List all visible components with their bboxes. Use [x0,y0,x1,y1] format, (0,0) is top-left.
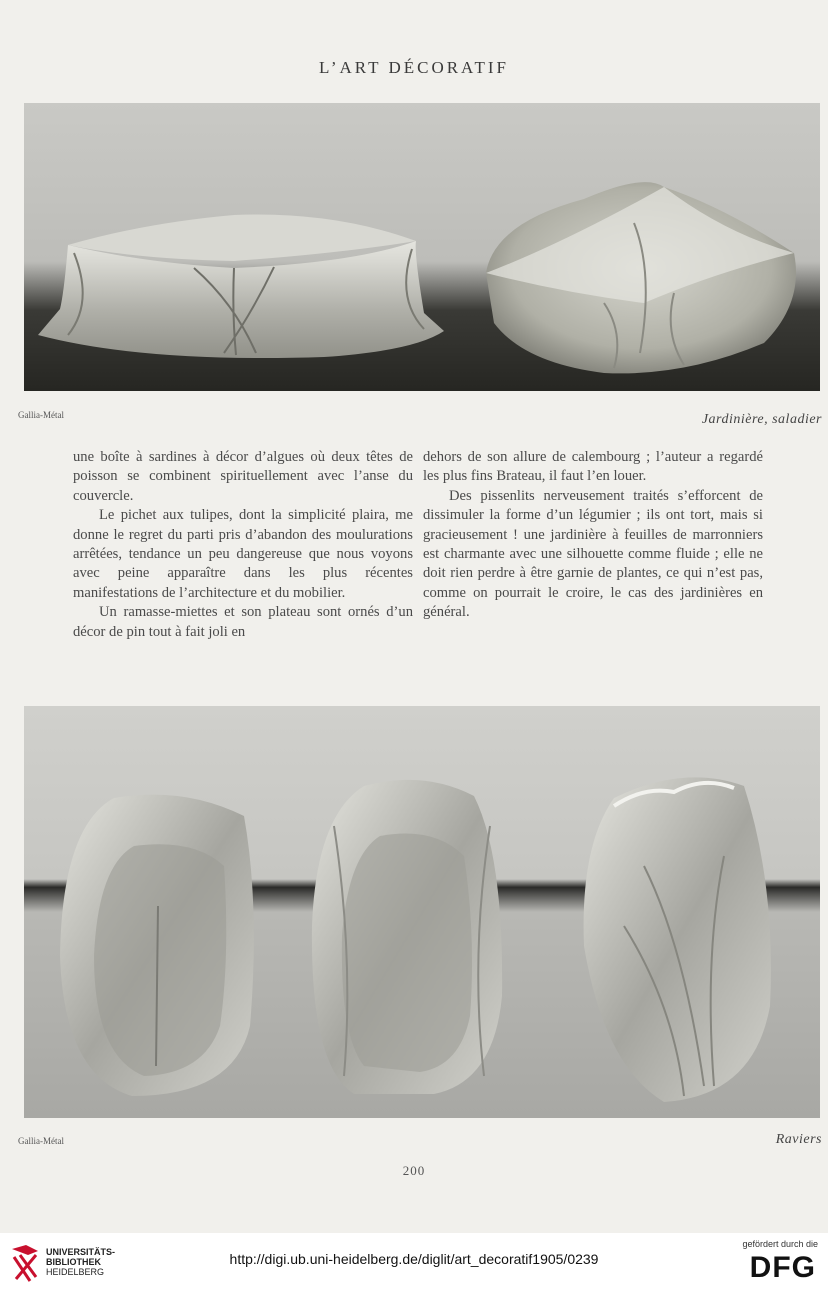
photo-raviers [24,706,820,1118]
library-name-line: UNIVERSITÄTS- [46,1247,116,1257]
caption-bottom: Raviers [775,1132,822,1147]
photo-illustration [24,706,820,1118]
digitization-footer [0,1233,828,1291]
photo-jardiniere-saladier [24,103,820,391]
text-column-left [73,448,413,642]
text-column-right [423,448,763,623]
photo-illustration [24,103,820,391]
page-number: 200 [402,1163,426,1178]
library-name-line: HEIDELBERG [46,1267,105,1277]
photo-credit-bottom: Gallia-Métal [18,1136,64,1146]
caption-top: Jardinière, saladier [701,412,822,427]
paragraph: une boîte à sardines à décor d’algues où deux têtes de poisson se combinent spirituellement avec l’anse du couvercle. [73,449,413,504]
source-url-link[interactable]: http://digi.ub.uni-heidelberg.de/diglit/art_decoratif1905/0239 [229,1251,599,1267]
photo-credit-top: Gallia-Métal [18,410,64,420]
paragraph: dehors de son allure de calembourg ; l’auteur a regardé les plus fins Brateau, il faut l’en louer. [423,449,763,485]
funding-note: gefördert durch die [742,1239,818,1249]
paragraph: Des pissenlits nerveusement traités s’efforcent de dissimuler la forme d’un légumier ; ils ont tort, mais si gracieusement ! une jardinière à feuilles de marronniers est charmante avec une silhouette comme fluide ; elle ne doit rien perdre à être garnie de plantes, ce qui n’est pas, comme on pourrait le croire, le cas des jardinières en général. [423,487,763,621]
paragraph: Un ramasse-miettes et son plateau sont ornés d’un décor de pin tout à fait joli en [73,604,413,640]
paragraph: Le pichet aux tulipes, dont la simplicité plaira, me donne le regret du parti pris d’abandon des moulurations arrêtées, tendance un peu dangereuse que nous voyons avec peine apparaître dans les plus récentes manifestations de l’architecture et du mobilier. [73,507,413,601]
dfg-logo-icon: DFG [749,1251,816,1284]
library-name-line: BIBLIOTHEK [46,1257,101,1267]
running-title: L’ART DÉCORATIF [319,58,509,77]
